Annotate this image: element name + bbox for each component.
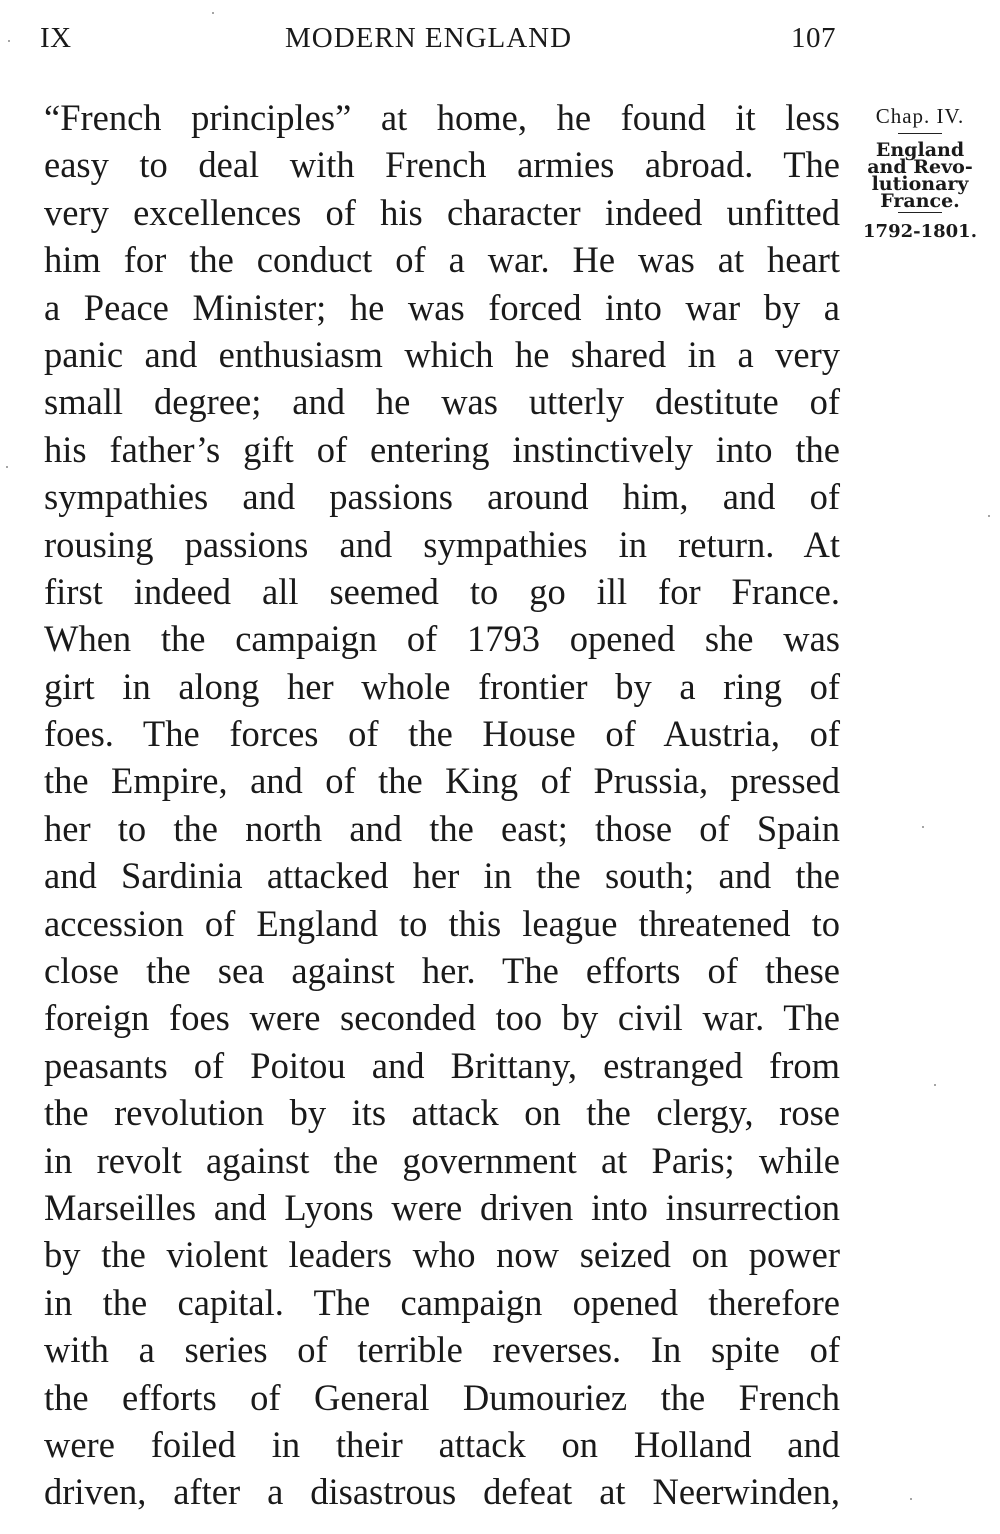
text-line: the efforts of General Dumouriez the French (44, 1376, 840, 1418)
text-line: driven, after a disastrous defeat at Neerwinden, (44, 1471, 840, 1513)
text-line: in the capital. The campaign opened therefore (44, 1281, 840, 1323)
text-line: panic and enthusiasm which he shared in a very (44, 333, 840, 375)
scan-speck (212, 12, 214, 14)
text-line: a Peace Minister; he was forced into war by a (44, 286, 840, 328)
text-line: girt in along her whole frontier by a ring of (44, 665, 840, 707)
scan-speck (6, 466, 8, 468)
text-line: first indeed all seemed to go ill for France. (44, 570, 840, 612)
scan-speck (8, 40, 10, 42)
text-line: were foiled in their attack on Holland and (44, 1423, 840, 1465)
page-number: 107 (791, 22, 836, 54)
margin-topic-line: England (875, 139, 965, 161)
scan-speck (934, 1084, 936, 1086)
margin-chapter-ref: Chap. IV. (875, 104, 965, 128)
body-text (44, 94, 840, 1516)
margin-topic-line: France. (880, 190, 960, 212)
chapter-numeral: IX (40, 22, 72, 54)
margin-note (858, 104, 982, 242)
text-line: and Sardinia attacked her in the south; and the (44, 855, 840, 897)
text-line: peasants of Poitou and Brittany, estranged from (44, 1044, 840, 1086)
margin-rule (898, 133, 942, 134)
text-line: with a series of terrible reverses. In spite of (44, 1329, 840, 1371)
text-line: the Empire, and of the King of Prussia, pressed (44, 760, 840, 802)
margin-topic-line: lutionary (871, 173, 969, 195)
text-line: foreign foes were seconded too by civil war. The (44, 997, 840, 1039)
text-line: When the campaign of 1793 opened she was (44, 618, 840, 660)
running-title: MODERN ENGLAND (285, 22, 573, 54)
text-line: the revolution by its attack on the clergy, rose (44, 1092, 840, 1134)
scan-speck (922, 826, 924, 828)
scan-speck (910, 1498, 912, 1500)
text-line: his father’s gift of entering instinctively into the (44, 428, 840, 470)
text-line: very excellences of his character indeed unfitted (44, 191, 840, 233)
text-line: Marseilles and Lyons were driven into insurrection (44, 1186, 840, 1228)
text-line: small degree; and he was utterly destitute of (44, 381, 840, 423)
text-line: in revolt against the government at Paris; while (44, 1139, 840, 1181)
text-line: him for the conduct of a war. He was at heart (44, 239, 840, 281)
text-line: accession of England to this league threatened to (44, 902, 840, 944)
scan-speck (988, 515, 990, 517)
running-header (40, 22, 840, 62)
text-line: close the sea against her. The efforts of these (44, 950, 840, 992)
text-line: easy to deal with French armies abroad. The (44, 144, 840, 186)
text-line: her to the north and the east; those of Spain (44, 807, 840, 849)
margin-dates: 1792-1801. (863, 221, 977, 242)
margin-rule (898, 212, 942, 213)
text-line: foes. The forces of the House of Austria, of (44, 713, 840, 755)
text-line: sympathies and passions around him, and of (44, 476, 840, 518)
text-line: rousing passions and sympathies in return. At (44, 523, 840, 565)
text-line: by the violent leaders who now seized on power (44, 1234, 840, 1276)
margin-topic-line: and Revo- (867, 156, 973, 178)
text-line: “French principles” at home, he found it less (44, 97, 840, 138)
